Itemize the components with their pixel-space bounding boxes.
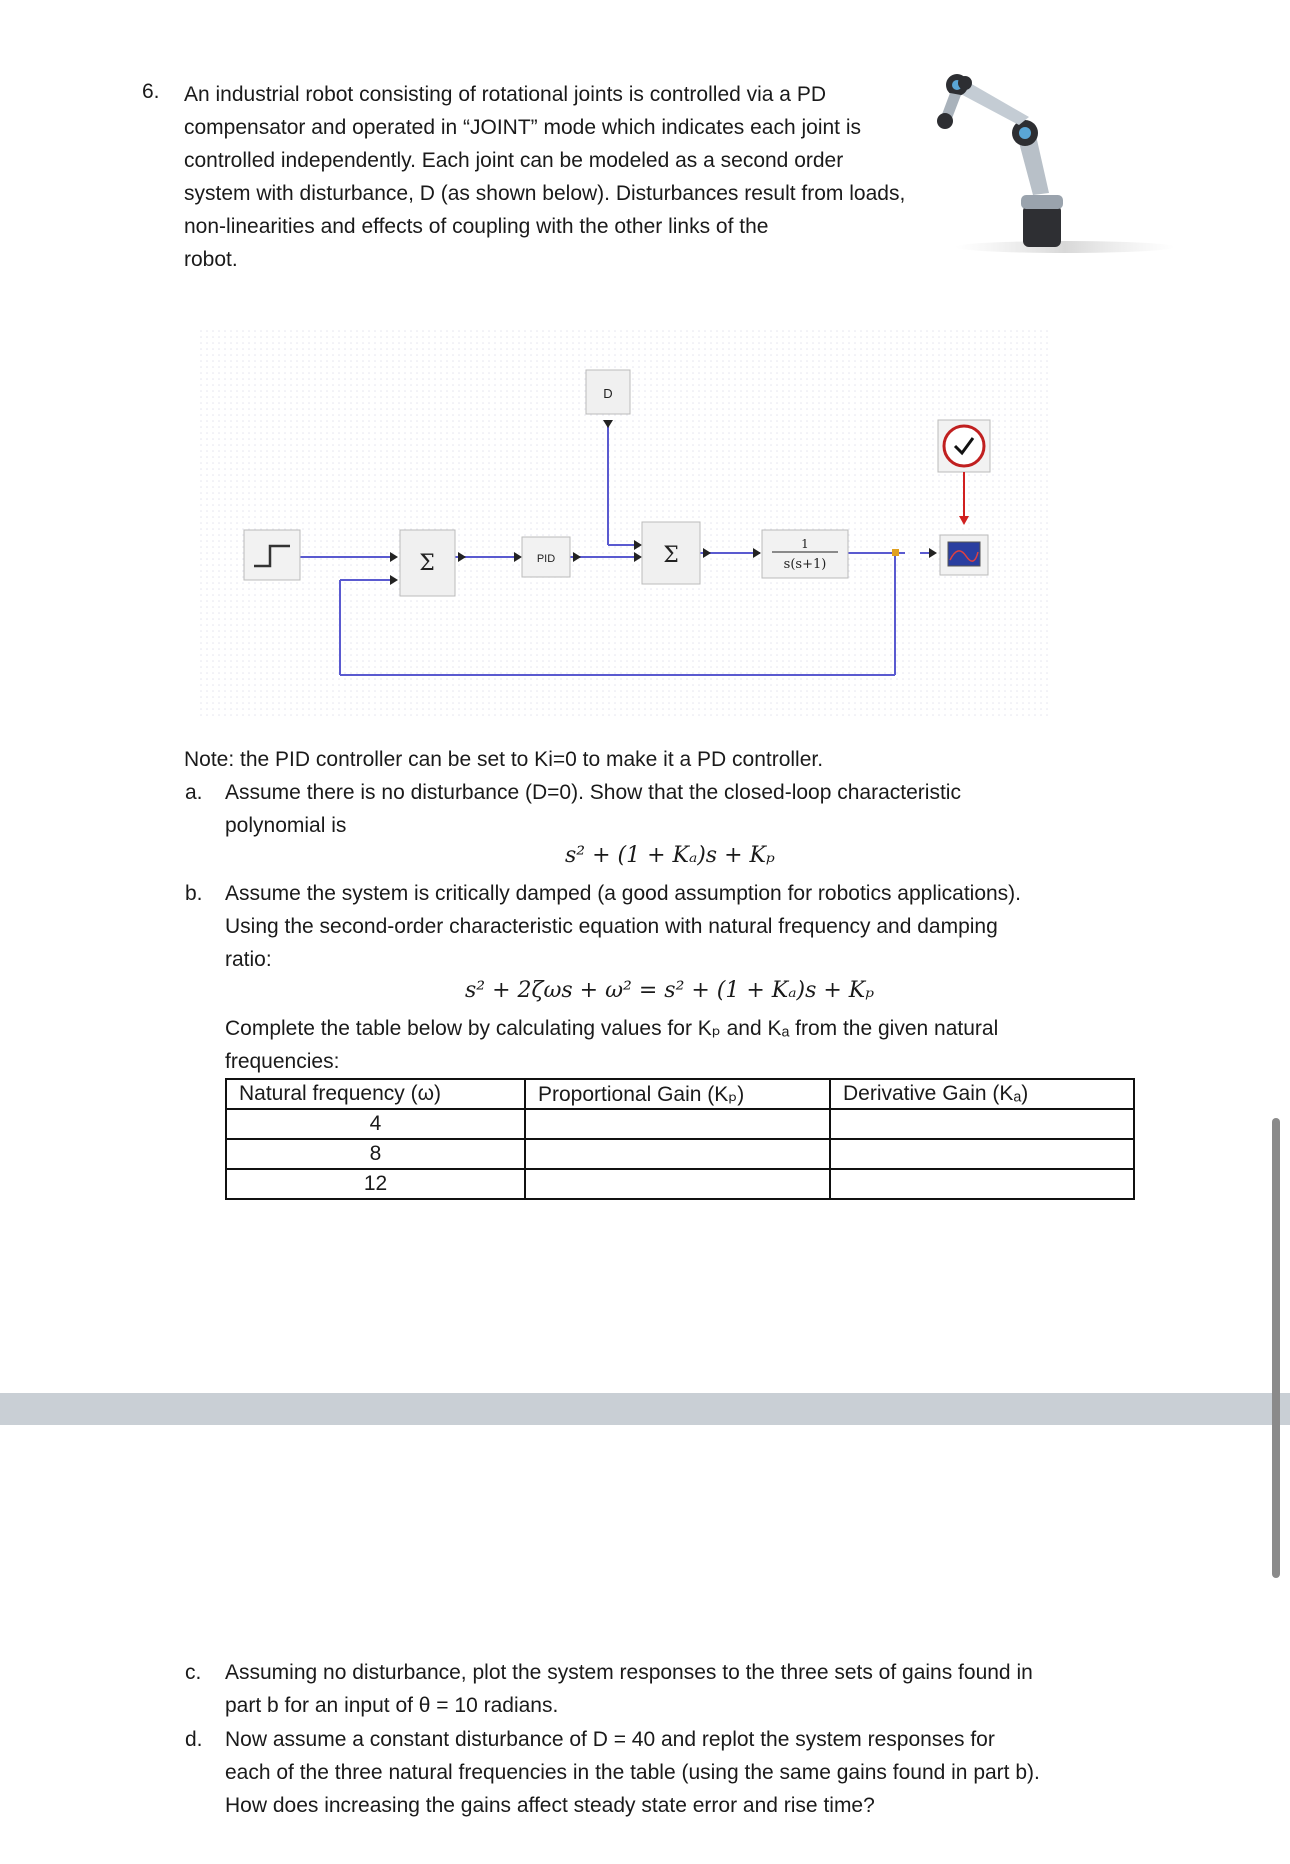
part-b-letter: b. xyxy=(185,882,203,905)
table-row xyxy=(226,1109,1134,1139)
part-b-line: Using the second-order characteristic equation with natural frequency and damping xyxy=(225,915,998,938)
part-b-table-intro: Complete the table below by calculating values for Kₚ and Kₐ from the given natural xyxy=(225,1017,999,1040)
part-c-line: Assuming no disturbance, plot the system responses to the three sets of gains found in xyxy=(225,1661,1033,1684)
plant-transfer-function-block xyxy=(762,530,848,578)
header-derivative-gain: Derivative Gain (Kₐ) xyxy=(830,1079,1134,1109)
derivative-gain-cell xyxy=(830,1109,1134,1139)
intro-line: robot. xyxy=(184,248,238,271)
robot-arm-image xyxy=(905,55,1175,265)
derivative-gain-cell xyxy=(830,1169,1134,1199)
intro-line: An industrial robot consisting of rotational joints is controlled via a PD xyxy=(184,83,826,106)
intro-line: non-linearities and effects of coupling with the other links of the xyxy=(184,215,769,238)
proportional-gain-cell xyxy=(525,1169,830,1199)
scrollbar-thumb[interactable] xyxy=(1272,1118,1280,1578)
pid-note: Note: the PID controller can be set to Ki=0 to make it a PD controller. xyxy=(184,748,824,771)
header-proportional-gain: Proportional Gain (Kₚ) xyxy=(525,1079,830,1109)
derivative-gain-cell xyxy=(830,1139,1134,1169)
part-d-letter: d. xyxy=(185,1728,203,1751)
sum2-label: Σ xyxy=(663,543,679,568)
clock-block xyxy=(938,420,990,472)
part-c-letter: c. xyxy=(185,1661,202,1684)
summing-junction-2 xyxy=(642,522,700,584)
natural-frequency-cell: 12 xyxy=(226,1169,525,1199)
part-b-line: ratio: xyxy=(225,948,272,971)
part-a-letter: a. xyxy=(185,781,203,804)
part-c-line: part b for an input of θ = 10 radians. xyxy=(225,1694,559,1717)
intro-line: controlled independently. Each joint can be modeled as a second order xyxy=(184,149,844,172)
plant-numerator: 1 xyxy=(801,537,809,551)
natural-frequency-cell: 8 xyxy=(226,1139,525,1169)
summing-junction-1 xyxy=(400,530,455,596)
part-d-line: Now assume a constant disturbance of D = 40 and replot the system responses for xyxy=(225,1728,995,1751)
part-d-line: How does increasing the gains affect steady state error and rise time? xyxy=(225,1794,875,1817)
gains-table xyxy=(225,1078,1135,1200)
intro-line: system with disturbance, D (as shown below). Disturbances result from loads, xyxy=(184,182,906,205)
block-diagram xyxy=(200,330,1070,730)
header-natural-frequency: Natural frequency (ω) xyxy=(226,1079,525,1109)
table-row xyxy=(226,1169,1134,1199)
proportional-gain-cell xyxy=(525,1139,830,1169)
disturbance-block xyxy=(586,370,630,414)
part-a-line: polynomial is xyxy=(225,814,347,837)
question-number: 6. xyxy=(142,80,160,103)
part-a-equation: s² + (1 + Kₐ)s + Kₚ xyxy=(565,843,775,868)
page-break-divider xyxy=(0,1393,1290,1425)
scope-block xyxy=(940,535,988,575)
step-input-block xyxy=(244,530,300,580)
part-b-line: Assume the system is critically damped (a good assumption for robotics applications). xyxy=(225,882,1022,905)
split-point xyxy=(892,549,899,556)
table-row xyxy=(226,1139,1134,1169)
table-header-row xyxy=(226,1079,1134,1109)
disturbance-label: D xyxy=(603,386,613,401)
intro-line: compensator and operated in “JOINT” mode which indicates each joint is xyxy=(184,116,862,139)
part-a-line: Assume there is no disturbance (D=0). Show that the closed-loop characteristic xyxy=(225,781,961,804)
sum1-label: Σ xyxy=(419,551,435,576)
pid-controller-block xyxy=(522,537,570,577)
part-b-equation: s² + 2ζωs + ω² = s² + (1 + Kₐ)s + Kₚ xyxy=(465,978,875,1003)
pid-label: PID xyxy=(536,553,556,565)
natural-frequency-cell: 4 xyxy=(226,1109,525,1139)
plant-denominator: s(s+1) xyxy=(783,557,827,572)
part-b-table-intro: frequencies: xyxy=(225,1050,340,1073)
part-d-line: each of the three natural frequencies in the table (using the same gains found in part b). xyxy=(225,1761,1040,1784)
proportional-gain-cell xyxy=(525,1109,830,1139)
